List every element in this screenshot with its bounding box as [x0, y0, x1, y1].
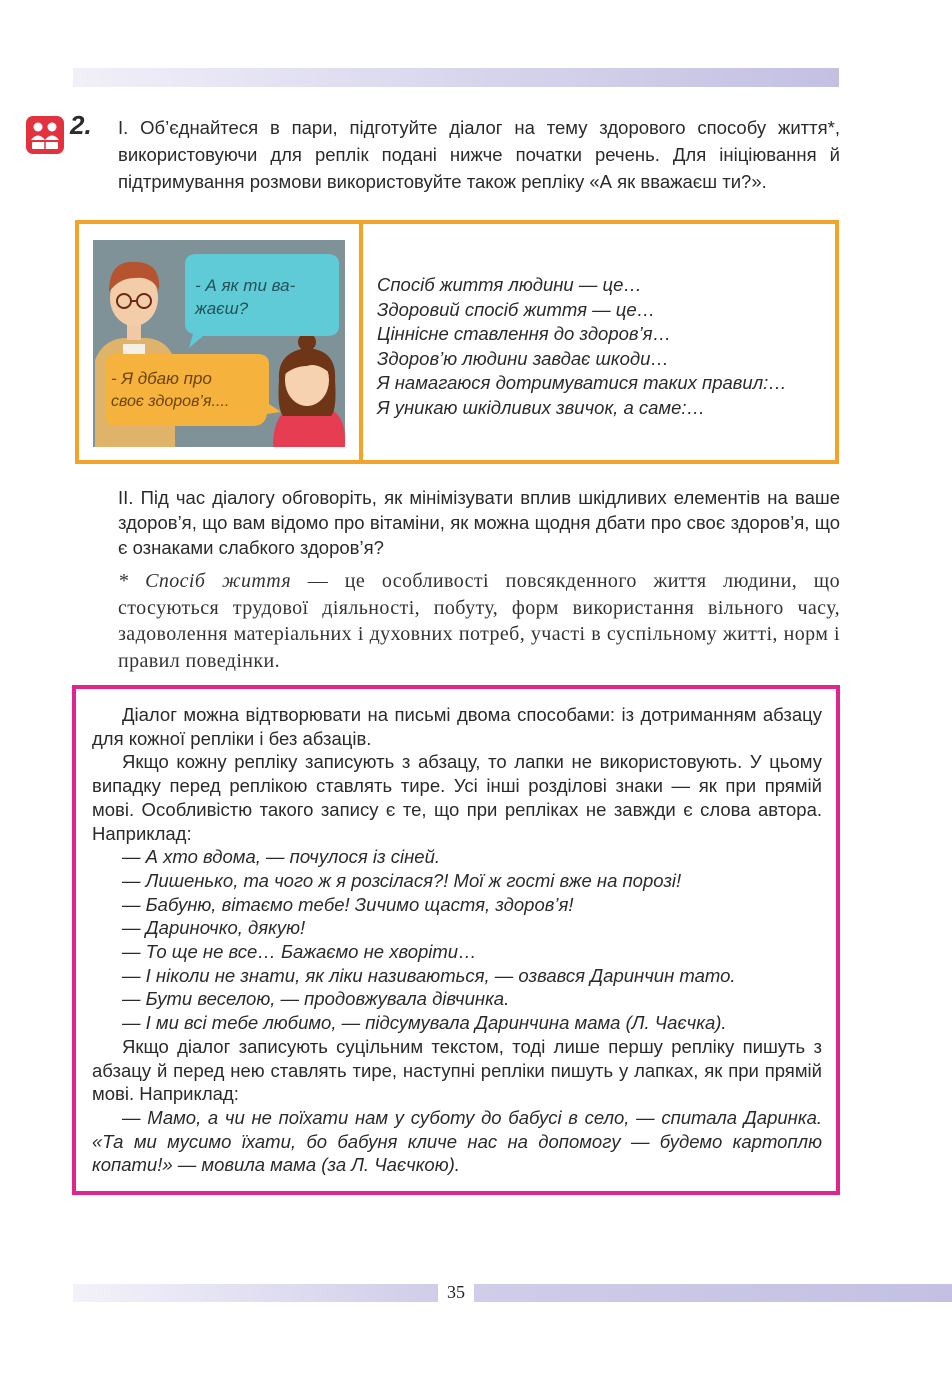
box-divider [359, 224, 363, 460]
sentence-starter: Я намагаюся дотримуватися таких правил:… [377, 372, 787, 393]
footnote-definition [118, 568, 840, 674]
continuous-dialog-example: — Мамо, а чи не поїхати нам у суботу до бабусі в село, — спитала Даринка. «Та ми мусимо їхати, бо бабуня кличе нас на допомогу — будемо картоплю копати!» — мовила мама (за Л. Чаєчкою). [92, 1106, 822, 1176]
footnote-text: — це особливості повсякденного життя людини, що стосуються трудової діяльності, побуту, форм використання вільного часу, задоволення матеріальних і духовних потреб, участі в суспільному житті, норм і правил поведінки. [118, 570, 840, 672]
answer-bubble-line1: - Я дбаю про [111, 369, 212, 388]
task-instructions: І. Об’єднайтеся в пари, підготуйте діалог на тему здорового способу життя*, використовуючи для реплік подані нижче початки речень. Для ініціювання й підтримування розмови використовуйте також репліку «А як вважаєш ти?». [118, 117, 840, 192]
answer-bubble-line2: своє здоров’я.... [111, 393, 230, 410]
rule-paragraph: Діалог можна відтворювати на письмі двома способами: із дотриманням абзацу для кожної репліки і без абзаців. [92, 704, 822, 749]
dialog-illustration [93, 240, 345, 447]
footer-decor-bar-left [73, 1284, 438, 1302]
dialog-prompt-box [75, 220, 839, 464]
dialog-example-line: — І ніколи не знати, як ліки називаються, — озвався Даринчин тато. [122, 964, 736, 986]
sentence-starter: Ціннісне ставлення до здоров’я… [377, 323, 672, 344]
sentence-starters-list [377, 273, 787, 420]
dialog-example-line: — Дариночко, дякую! [122, 917, 306, 939]
sentence-starter: Спосіб життя людини — це… [377, 274, 642, 295]
rule-text [92, 703, 822, 1177]
dialog-example-line: — Бабуню, вітаємо тебе! Зичимо щастя, здоров’я! [122, 893, 574, 915]
page-number: 35 [447, 1282, 465, 1302]
question-bubble-line2: жаєш? [195, 299, 249, 318]
rule-paragraph: Якщо кожну репліку записують з абзацу, то лапки не використовують. У цьому випадку перед реплікою ставлять тире. Усі інші розділові знаки — як при прямій мові. Особливістю такого запису є те, що при репліках не завжди є слова автора. Наприклад: [92, 751, 822, 844]
dialog-example-line: — То ще не все… Бажаємо не хворіти… [122, 941, 477, 963]
sentence-starter: Здоров’ю людини завдає шкоди… [377, 347, 669, 369]
question-bubble-line1: - А як ти ва- [195, 276, 296, 295]
sentence-starter: Я уникаю шкідливих звичок, а саме:… [377, 396, 706, 418]
header-decor-bar [73, 68, 839, 87]
rule-box [72, 685, 840, 1195]
dialog-example-line: — Бути веселою, — продовжувала дівчинка. [122, 988, 510, 1010]
pair-work-icon [26, 116, 64, 154]
sentence-starter: Здоровий спосіб життя — це… [377, 298, 656, 320]
task-number: 2. [70, 110, 92, 140]
rule-paragraph: Якщо діалог записують суцільним текстом, тоді лише першу репліку пишуть з абзацу й перед нею ставлять тире, наступні репліки пишуть у лапках, як при прямій мові. Наприклад: [92, 1035, 822, 1105]
task-part-two: ІІ. Під час діалогу обговоріть, як мінімізувати вплив шкідливих елементів на ваше здоров’я, що вам відомо про вітаміни, як можна щодня дбати про своє здоров’я, що є ознаками слабкого здоров’я? [118, 487, 840, 558]
dialog-example-line: — Лишенько, та чого ж я розсілася?! Мої ж гості вже на порозі! [122, 869, 682, 891]
dialog-example-line: — І ми всі тебе любимо, — підсумувала Даринчина мама (Л. Чаєчка). [122, 1012, 727, 1034]
footnote-term: * Спосіб життя [118, 570, 292, 592]
dialog-example-line: — А хто вдома, — почулося із сіней. [122, 846, 441, 868]
footer-decor-bar-right [474, 1284, 952, 1302]
